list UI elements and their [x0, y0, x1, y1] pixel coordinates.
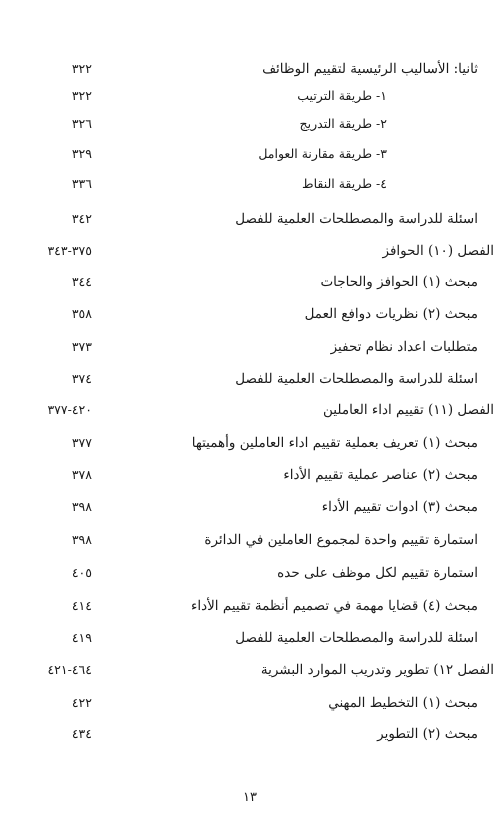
- toc-entry-page: ٣٧٣: [71, 339, 92, 354]
- toc-row: [0, 334, 500, 360]
- toc-entry-page: ٣٢٢: [71, 88, 92, 103]
- toc-entry-page: ٣٢٦: [71, 116, 92, 131]
- toc-row: [0, 593, 500, 619]
- toc-chapter-title: الفصل (١١) تقييم اداء العاملين: [323, 402, 494, 418]
- toc-entry-title: مبحث (١) التخطيط المهني: [328, 695, 478, 711]
- toc-row: [0, 625, 500, 651]
- toc-row: [0, 171, 500, 197]
- toc-chapter-row: [0, 397, 500, 423]
- toc-entry-page: ٤٣٤: [71, 726, 92, 741]
- toc-entry-title: اسئلة للدراسة والمصطلحات العلمية للفصل: [235, 371, 478, 387]
- toc-row: [0, 690, 500, 716]
- toc-entry-title: اسئلة للدراسة والمصطلحات العلمية للفصل: [235, 630, 478, 646]
- toc-entry-title: مبحث (٢) عناصر عملية تقييم الأداء: [283, 467, 478, 483]
- toc-entry-title: ٣- طريقة مقارنة العوامل: [258, 146, 387, 161]
- toc-entry-page: ٣٢٩: [71, 146, 92, 161]
- toc-entry-page: ٤٠٥: [71, 565, 92, 580]
- toc-entry-page: ٤١٩: [71, 630, 92, 645]
- toc-entry-title: ٢- طريقة التدريج: [299, 116, 387, 131]
- toc-entry-page: ٣٢٢: [71, 61, 92, 76]
- toc-entry-page: ٣٤٤: [71, 274, 92, 289]
- toc-entry-title: مبحث (٢) التطوير: [377, 726, 478, 742]
- toc-chapter-title: الفصل ١٢) تطوير وتدريب الموارد البشرية: [260, 662, 494, 678]
- toc-row: [0, 269, 500, 295]
- toc-row: [0, 141, 500, 167]
- toc-row: [0, 83, 500, 109]
- toc-entry-title: ١- طريقة الترتيب: [297, 88, 387, 103]
- toc-entry-title: مبحث (٤) قضايا مهمة في تصميم أنظمة تقييم الأداء: [191, 598, 478, 614]
- toc-row: [0, 462, 500, 488]
- toc-chapter-row: [0, 657, 500, 683]
- toc-chapter-pages: ٣٧٥-٣٤٣: [47, 243, 92, 258]
- toc-entry-title: استمارة تقييم واحدة لمجموع العاملين في الدائرة: [204, 532, 478, 548]
- toc-row: [0, 721, 500, 747]
- toc-chapter-pages: ٤٢٠-٣٧٧: [47, 402, 92, 417]
- toc-row: [0, 111, 500, 137]
- toc-entry-title: متطلبات اعداد نظام تحفيز: [330, 339, 478, 355]
- toc-entry-title: مبحث (١) الحوافز والحاجات: [320, 274, 478, 290]
- toc-entry-page: ٤١٤: [71, 598, 92, 613]
- toc-entry-title: مبحث (٢) نظريات دوافع العمل: [304, 306, 478, 322]
- toc-entry-page: ٣٧٤: [71, 371, 92, 386]
- toc-row: [0, 301, 500, 327]
- toc-row: [0, 366, 500, 392]
- toc-row: [0, 494, 500, 520]
- toc-entry-page: ٣٧٨: [71, 467, 92, 482]
- toc-row: [0, 56, 500, 82]
- toc-entry-page: ٣٤٢: [71, 211, 92, 226]
- toc-row: [0, 560, 500, 586]
- toc-entry-title: ثانيا: الأساليب الرئيسية لتقييم الوظائف: [262, 61, 478, 77]
- toc-entry-title: اسئلة للدراسة والمصطلحات العلمية للفصل: [235, 211, 478, 227]
- page-number: ١٣: [243, 790, 257, 805]
- toc-entry-page: ٣٥٨: [71, 306, 92, 321]
- toc-entry-page: ٣٩٨: [71, 532, 92, 547]
- toc-entry-title: ٤- طريقة النقاط: [302, 176, 387, 191]
- toc-entry-title: مبحث (٣) ادوات تقييم الأداء: [321, 499, 478, 515]
- toc-row: [0, 206, 500, 232]
- toc-entry-page: ٤٢٢: [71, 695, 92, 710]
- toc-row: [0, 430, 500, 456]
- toc-entry-page: ٣٧٧: [71, 435, 92, 450]
- toc-row: [0, 527, 500, 553]
- toc-entry-page: ٣٩٨: [71, 499, 92, 514]
- toc-chapter-pages: ٤٦٤-٤٢١: [47, 662, 92, 677]
- toc-chapter-title: الفصل (١٠) الحوافز: [382, 243, 494, 259]
- toc-chapter-row: [0, 238, 500, 264]
- toc-entry-title: مبحث (١) تعريف بعملية تقييم اداء العاملين وأهميتها: [191, 435, 478, 451]
- toc-entry-page: ٣٣٦: [71, 176, 92, 191]
- toc-entry-title: استمارة تقييم لكل موظف على حده: [277, 565, 478, 581]
